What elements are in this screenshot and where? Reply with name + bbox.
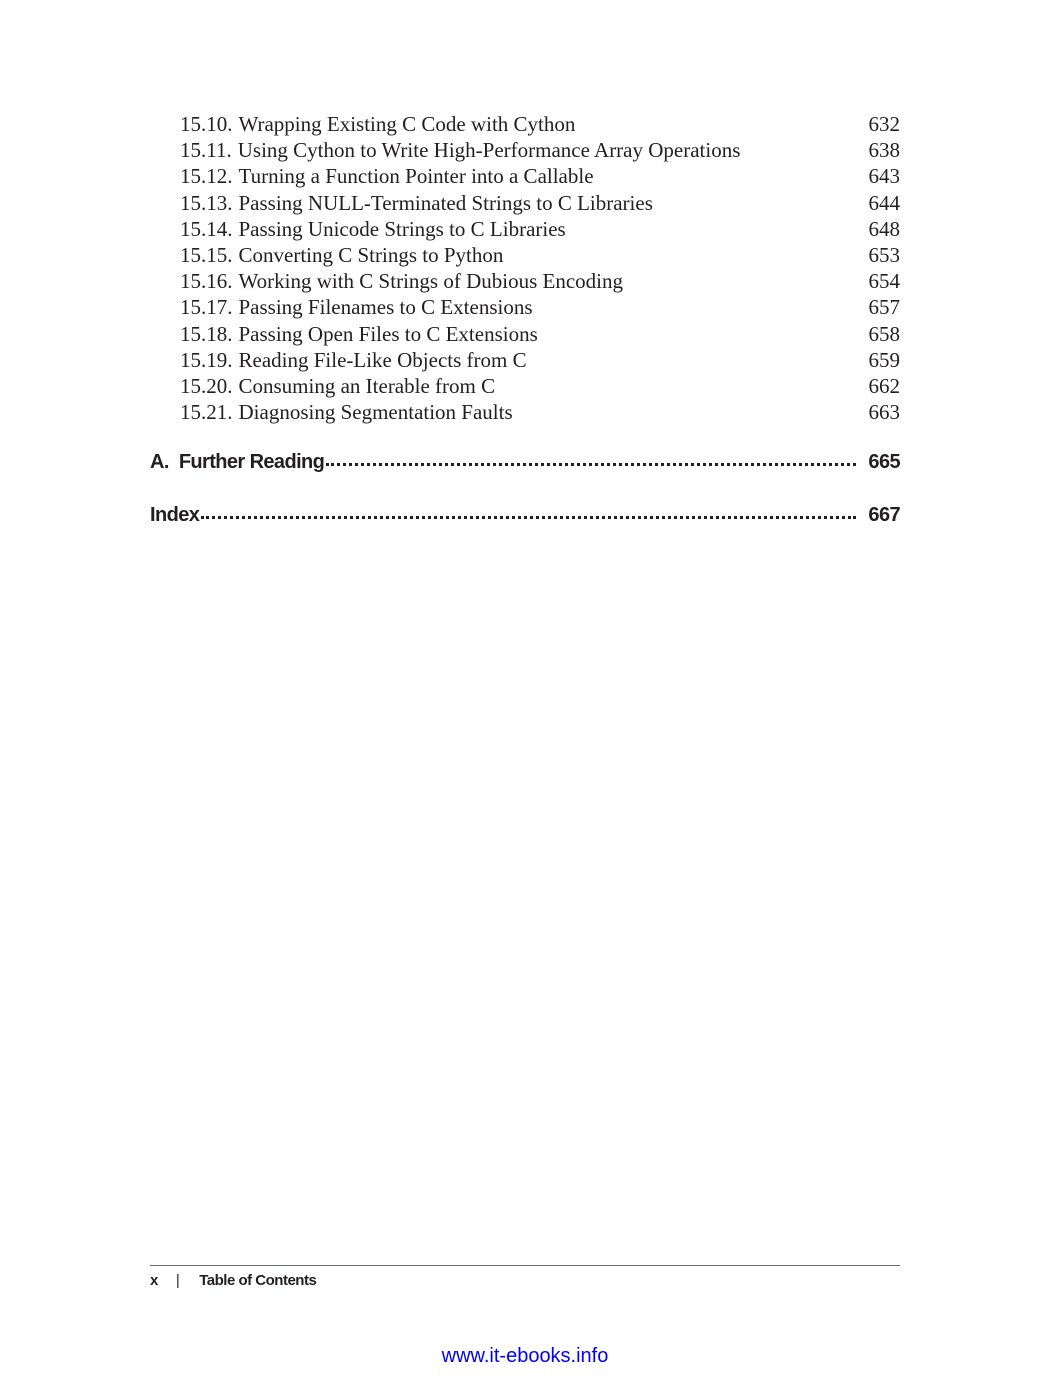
section-title: Passing Open Files to C Extensions [238,321,538,346]
section-page: 644 [868,190,900,215]
section-title: Wrapping Existing C Code with Cython [238,112,576,136]
section-page: 653 [868,242,900,267]
section-title: Passing NULL-Terminated Strings to C Libraries [238,190,653,215]
toc-entry[interactable] [180,137,900,163]
appendix-title: Further Reading [178,451,325,473]
page-footer [150,1272,316,1289]
toc-entry[interactable] [180,294,900,320]
section-page: 662 [868,373,900,398]
section-number: 15.14. [180,216,233,241]
footer-rule [150,1265,900,1266]
toc-entry[interactable] [180,216,900,242]
section-number: 15.16. [180,269,233,294]
section-page: 654 [868,269,900,294]
section-title: Diagnosing Segmentation Faults [238,400,513,425]
dot-leader [326,463,856,466]
index-title: Index [150,504,200,526]
section-title: Consuming an Iterable from C [238,373,496,398]
section-number: 15.11. [180,138,232,163]
running-head: Table of Contents [199,1272,317,1289]
section-page: 632 [868,112,900,136]
watermark-link[interactable]: www.it-ebooks.info [441,1345,609,1367]
section-title: Passing Filenames to C Extensions [238,295,533,320]
section-page: 643 [868,164,900,189]
toc-entry[interactable] [180,399,900,425]
section-number: 15.13. [180,190,233,215]
footer-separator: | [175,1272,180,1289]
section-number: 15.21. [180,400,233,425]
section-page: 658 [868,321,900,346]
section-number: 15.15. [180,242,233,267]
appendix-page: 665 [868,451,900,473]
section-number: 15.17. [180,295,233,320]
section-page: 648 [868,216,900,241]
toc-index[interactable] [150,504,900,527]
toc-section-list [180,111,900,425]
section-page: 638 [868,138,900,163]
section-page: 659 [868,347,900,372]
toc-entry[interactable] [180,321,900,347]
section-title: Converting C Strings to Python [238,242,504,267]
appendix-letter: A. [150,451,169,473]
dot-leader [201,516,856,519]
toc-entry[interactable] [180,242,900,268]
section-title: Working with C Strings of Dubious Encoding [238,269,623,294]
section-page: 657 [868,295,900,320]
toc-entry[interactable] [180,347,900,373]
page-number: x [150,1272,158,1289]
section-number: 15.10. [180,112,233,136]
toc-appendix-further-reading[interactable] [150,451,900,474]
toc-entry[interactable] [180,163,900,189]
section-number: 15.20. [180,373,233,398]
toc-entry[interactable] [180,190,900,216]
section-number: 15.19. [180,347,233,372]
index-page: 667 [868,504,900,526]
section-number: 15.12. [180,164,233,189]
section-page: 663 [868,400,900,425]
section-number: 15.18. [180,321,233,346]
section-title: Passing Unicode Strings to C Libraries [238,216,566,241]
toc-entry[interactable] [180,268,900,294]
section-title: Turning a Function Pointer into a Callable [238,164,594,189]
section-title: Using Cython to Write High-Performance Array Operations [237,138,741,163]
toc-entry[interactable] [180,373,900,399]
section-title: Reading File-Like Objects from C [238,347,527,372]
toc-entry[interactable] [180,111,900,137]
